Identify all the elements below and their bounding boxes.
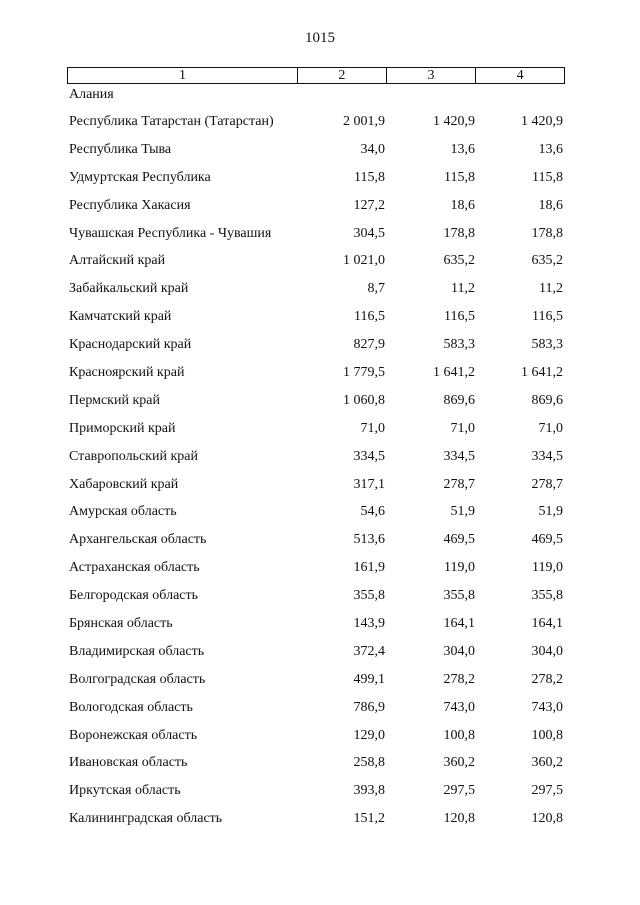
region-name-cell: Вологодская область [69,699,193,715]
value-col-2-cell: 786,9 [353,699,385,715]
table-row [0,112,640,140]
value-col-4-cell: 278,2 [531,671,563,687]
table-row [0,586,640,614]
region-name-cell: Республика Татарстан (Татарстан) [69,114,274,129]
region-name-cell: Архангельская область [69,532,207,548]
value-col-2-cell: 54,6 [360,504,385,520]
value-col-2-cell: 129,0 [353,727,385,743]
table-row [0,809,640,837]
value-col-4-cell: 164,1 [531,616,563,632]
header-col-3: 3 [386,68,476,83]
region-name-cell: Хабаровский край [69,476,179,492]
region-name-cell: Ивановская область [69,755,188,771]
region-name-cell: Белгородская область [69,588,199,604]
value-col-3-cell: 100,8 [443,727,475,743]
value-col-2-cell: 34,0 [360,141,385,157]
value-col-2-cell: 151,2 [353,811,385,827]
value-col-4-cell: 119,0 [532,560,563,576]
region-name-cell: Воронежская область [69,727,198,743]
value-col-2-cell: 161,9 [353,560,385,576]
table-row [0,140,640,168]
table-row [0,307,640,335]
region-name-cell: Приморский край [69,420,176,436]
header-col-1: 1 [179,68,187,83]
value-col-4-cell: 71,0 [538,420,563,436]
value-col-4-cell: 120,8 [531,811,563,827]
value-col-2-cell: 355,8 [353,588,385,604]
region-name-cell: Иркутская область [69,783,181,799]
value-col-3-cell: 278,7 [443,476,475,492]
value-col-4-cell: 355,8 [531,588,563,604]
table-row [0,196,640,224]
value-col-4-cell: 743,0 [531,699,563,715]
value-col-4-cell: 18,6 [538,197,563,213]
value-col-4-cell: 334,5 [531,448,563,464]
value-col-3-cell: 469,5 [443,532,475,548]
value-col-4-cell: 13,6 [538,141,563,157]
page-number: 1015 [305,30,335,46]
table-body [0,112,640,837]
value-col-4-cell: 100,8 [531,727,563,743]
region-name-cell: Пермский край [69,392,160,408]
value-col-3-cell: 297,5 [443,783,475,799]
value-col-2-cell: 2 001,9 [343,114,385,129]
continued-row-label: Алания [69,87,114,102]
value-col-3-cell: 360,2 [443,755,475,771]
value-col-3-cell: 635,2 [443,253,475,269]
value-col-3-cell: 116,5 [444,309,475,325]
region-name-cell: Астраханская область [69,560,200,576]
region-name-cell: Амурская область [69,504,177,520]
region-name-cell: Калининградская область [69,811,223,827]
value-col-2-cell: 393,8 [353,783,385,799]
region-name-cell: Забайкальский край [69,281,189,297]
table-row [0,642,640,670]
value-col-4-cell: 51,9 [538,504,563,520]
value-col-3-cell: 51,9 [450,504,475,520]
value-col-4-cell: 360,2 [531,755,563,771]
value-col-2-cell: 499,1 [353,671,385,687]
value-col-4-cell: 11,2 [539,281,563,297]
value-col-3-cell: 164,1 [443,616,475,632]
value-col-2-cell: 116,5 [354,309,385,325]
region-name-cell: Республика Хакасия [69,197,191,213]
region-name-cell: Ставропольский край [69,448,198,464]
region-name-cell: Краснодарский край [69,337,192,353]
value-col-3-cell: 18,6 [450,197,475,213]
header-col-4: 4 [475,68,564,83]
table-header [67,67,565,84]
value-col-4-cell: 278,7 [531,476,563,492]
table-row [0,447,640,475]
value-col-3-cell: 120,8 [443,811,475,827]
value-col-2-cell: 127,2 [353,197,385,213]
value-col-2-cell: 8,7 [367,281,385,297]
table-row [0,279,640,307]
value-col-4-cell: 1 641,2 [521,365,563,381]
value-col-2-cell: 1 021,0 [343,253,385,269]
value-col-4-cell: 115,8 [532,169,563,185]
value-col-3-cell: 1 641,2 [433,365,475,381]
region-name-cell: Камчатский край [69,309,172,325]
region-name-cell: Волгоградская область [69,671,206,687]
region-name-cell: Чувашская Республика - Чувашия [69,225,272,241]
value-col-3-cell: 11,2 [451,281,475,297]
value-col-3-cell: 334,5 [443,448,475,464]
table-row [0,224,640,252]
value-col-2-cell: 258,8 [353,755,385,771]
table-row [0,558,640,586]
value-col-2-cell: 304,5 [353,225,385,241]
value-col-4-cell: 1 420,9 [521,114,563,129]
value-col-4-cell: 178,8 [531,225,563,241]
value-col-4-cell: 116,5 [532,309,563,325]
table-row [0,363,640,391]
value-col-2-cell: 334,5 [353,448,385,464]
value-col-2-cell: 317,1 [353,476,385,492]
value-col-2-cell: 827,9 [353,337,385,353]
value-col-3-cell: 115,8 [444,169,475,185]
table-row [0,781,640,809]
region-name-cell: Алтайский край [69,253,166,269]
value-col-3-cell: 13,6 [450,141,475,157]
header-col-2: 2 [297,68,386,83]
value-col-2-cell: 513,6 [353,532,385,548]
table-row [0,670,640,698]
table-row [0,391,640,419]
value-col-2-cell: 1 060,8 [343,392,385,408]
region-name-cell: Брянская область [69,616,173,632]
region-name-cell: Красноярский край [69,365,185,381]
table-row [0,753,640,781]
table-row [0,335,640,363]
value-col-3-cell: 304,0 [443,643,475,659]
region-name-cell: Удмуртская Республика [69,169,211,185]
table-row [0,419,640,447]
table-row [0,698,640,726]
value-col-3-cell: 278,2 [443,671,475,687]
value-col-3-cell: 178,8 [443,225,475,241]
value-col-4-cell: 583,3 [531,337,563,353]
value-col-2-cell: 372,4 [353,643,385,659]
value-col-4-cell: 869,6 [531,392,563,408]
table-row [0,726,640,754]
value-col-3-cell: 1 420,9 [433,114,475,129]
table-row [0,502,640,530]
value-col-3-cell: 71,0 [450,420,475,436]
value-col-2-cell: 1 779,5 [343,365,385,381]
value-col-2-cell: 143,9 [353,616,385,632]
value-col-4-cell: 469,5 [531,532,563,548]
value-col-4-cell: 297,5 [531,783,563,799]
table-row [0,530,640,558]
value-col-3-cell: 743,0 [443,699,475,715]
value-col-2-cell: 71,0 [360,420,385,436]
value-col-3-cell: 583,3 [443,337,475,353]
table-row [0,251,640,279]
value-col-3-cell: 355,8 [443,588,475,604]
value-col-4-cell: 635,2 [531,253,563,269]
value-col-3-cell: 869,6 [443,392,475,408]
value-col-2-cell: 115,8 [354,169,385,185]
table-row [0,475,640,503]
region-name-cell: Республика Тыва [69,141,172,157]
value-col-4-cell: 304,0 [531,643,563,659]
table-row [0,168,640,196]
table-row [0,614,640,642]
value-col-3-cell: 119,0 [444,560,475,576]
region-name-cell: Владимирская область [69,643,205,659]
